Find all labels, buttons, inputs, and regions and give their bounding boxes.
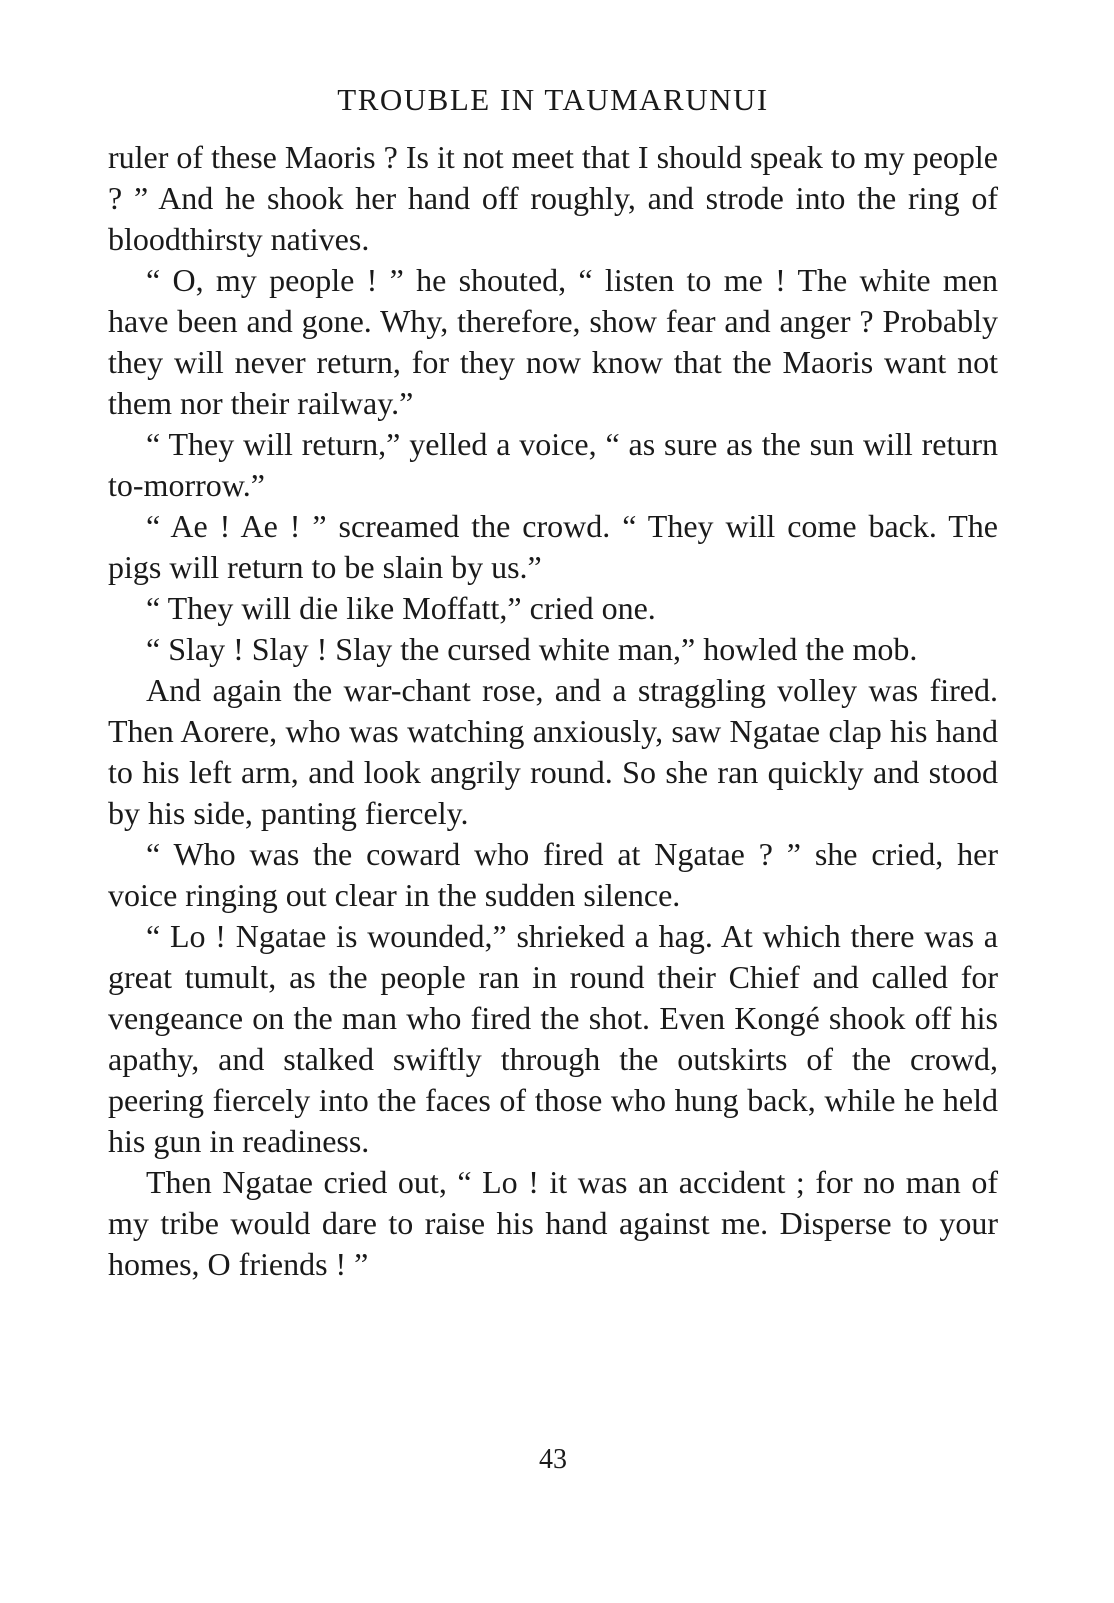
body-text bbox=[108, 137, 998, 1285]
paragraph: Then Ngatae cried out, “ Lo ! it was an accident ; for no man of my tribe would dare to raise his hand against me. Disperse to your homes, O friends ! ” bbox=[108, 1164, 998, 1282]
paragraph: “ Slay ! Slay ! Slay the cursed white man,” howled the mob. bbox=[146, 631, 918, 667]
paragraph: And again the war-chant rose, and a straggling volley was fired. Then Aorere, who was watching anxiously, saw Ngatae clap his hand to his left arm, and look angrily round. So she ran quickly and stood by his side, panting fiercely. bbox=[108, 672, 998, 831]
paragraph: “ Lo ! Ngatae is wounded,” shrieked a hag. At which there was a great tumult, as the people ran in round their Chief and called for vengeance on the man who fired the shot. Even Kongé shook off his apathy, and stalked swiftly through the outskirts of the crowd, peering fiercely into the faces of those who hung back, while he held his gun in readiness. bbox=[108, 918, 998, 1159]
paragraph: “ Ae ! Ae ! ” screamed the crowd. “ They will come back. The pigs will return to be slain by us.” bbox=[108, 508, 998, 585]
page-number: 43 bbox=[539, 1444, 567, 1475]
paragraph-continued: ruler of these Maoris ? Is it not meet that I should speak to my people ? ” And he shook her hand off roughly, and strode into the ring of bloodthirsty natives. bbox=[108, 139, 998, 257]
paragraph: “ They will die like Moffatt,” cried one. bbox=[146, 590, 656, 626]
paragraph: “ O, my people ! ” he shouted, “ listen to me ! The white men have been and gone. Why, therefore, show fear and anger ? Probably they will never return, for they now know that the Maoris want not them nor their railway.” bbox=[108, 262, 998, 421]
running-head: TROUBLE IN TAUMARUNUI bbox=[337, 82, 769, 117]
paragraph: “ Who was the coward who fired at Ngatae ? ” she cried, her voice ringing out clear in the sudden silence. bbox=[108, 836, 998, 913]
paragraph: “ They will return,” yelled a voice, “ as sure as the sun will return to-morrow.” bbox=[108, 426, 998, 503]
